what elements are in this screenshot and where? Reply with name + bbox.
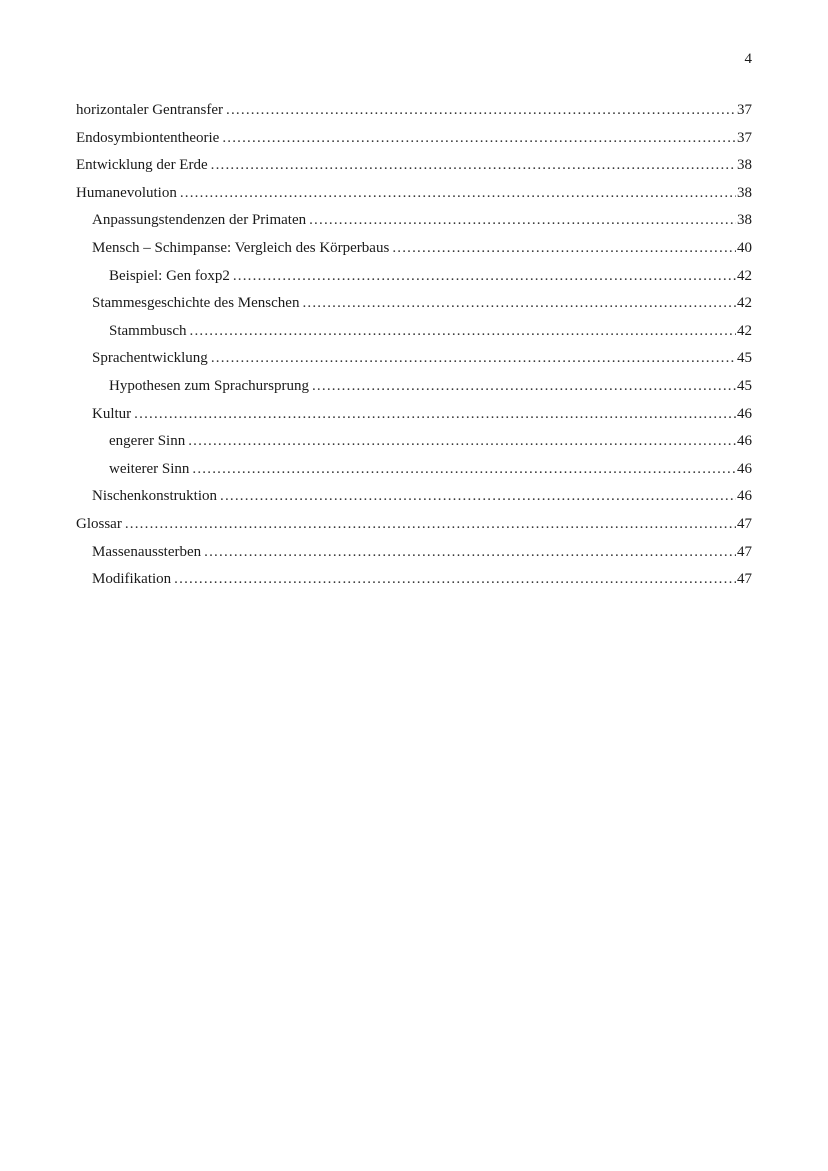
toc-entry-page: 37 <box>737 129 752 146</box>
toc-entry-page: 45 <box>737 350 752 367</box>
toc-entry[interactable] <box>76 349 752 377</box>
toc-entry[interactable] <box>76 460 752 488</box>
toc-entry-page: 46 <box>737 488 752 505</box>
toc-entry-title: engerer Sinn <box>109 433 186 450</box>
toc-entry-page: 46 <box>737 405 752 422</box>
toc-entry-page: 37 <box>737 102 752 118</box>
toc-entry-page: 38 <box>737 212 752 229</box>
toc-entry-page: 38 <box>737 184 752 201</box>
toc-entry-title: Hypothesen zum Sprachursprung <box>109 377 309 394</box>
toc-entry-page: 42 <box>737 295 752 312</box>
toc-entry[interactable] <box>76 322 752 350</box>
toc-entry[interactable] <box>76 570 752 598</box>
toc-entry-page: 38 <box>737 157 752 174</box>
toc-entry-page: 40 <box>737 239 752 256</box>
toc-dot-leader <box>226 101 736 119</box>
toc-entry[interactable] <box>76 184 752 212</box>
toc-entry[interactable] <box>76 239 752 267</box>
toc-entry[interactable] <box>76 156 752 184</box>
toc-entry-title: Stammbusch <box>109 322 187 339</box>
toc-dot-leader <box>180 184 736 202</box>
toc-entry[interactable] <box>76 101 752 129</box>
toc-entry[interactable] <box>76 267 752 295</box>
toc-entry[interactable] <box>76 377 752 405</box>
toc-entry-title: weiterer Sinn <box>109 460 190 477</box>
toc-dot-leader <box>174 570 736 588</box>
toc-entry-title: Sprachentwicklung <box>92 350 208 367</box>
toc-dot-leader <box>190 322 737 340</box>
toc-dot-leader <box>233 267 736 285</box>
toc-entry[interactable] <box>76 129 752 157</box>
toc-entry-title: Entwicklung der Erde <box>76 157 208 174</box>
toc-dot-leader <box>211 156 736 174</box>
toc-entry-title: Endosymbiontentheorie <box>76 129 220 146</box>
page-number: 4 <box>744 51 752 67</box>
toc-dot-leader <box>220 487 736 505</box>
toc-entry[interactable] <box>76 543 752 571</box>
toc-dot-leader <box>309 211 736 229</box>
toc-dot-leader <box>204 543 736 561</box>
toc-entry-title: Kultur <box>92 405 132 422</box>
toc-entry[interactable] <box>76 405 752 433</box>
toc-entry[interactable] <box>76 515 752 543</box>
toc-dot-leader <box>392 239 736 257</box>
toc-entry-page: 42 <box>737 267 752 284</box>
toc-entry-page: 47 <box>737 515 752 532</box>
toc-dot-leader <box>188 432 736 450</box>
toc-entry-title: Glossar <box>76 515 122 532</box>
toc-entry-title: Nischenkonstruktion <box>92 488 217 505</box>
toc-entry-title: Stammesgeschichte des Menschen <box>92 295 300 312</box>
toc-dot-leader <box>211 349 736 367</box>
toc-dot-leader <box>134 405 736 423</box>
toc-dot-leader <box>125 515 736 533</box>
toc-entry-title: Massenaussterben <box>92 543 202 560</box>
toc-entry-title: Humanevolution <box>76 184 177 201</box>
toc-entry-page: 47 <box>737 571 752 588</box>
toc-dot-leader <box>192 460 736 478</box>
toc-entry-title: Modifikation <box>92 571 172 588</box>
toc-entry[interactable] <box>76 487 752 515</box>
toc-entry-title: Anpassungstendenzen der Primaten <box>92 212 307 229</box>
toc-entry[interactable] <box>76 294 752 322</box>
toc-dot-leader <box>312 377 736 395</box>
toc-entry[interactable] <box>76 432 752 460</box>
toc-entry-page: 47 <box>737 543 752 560</box>
toc-entry-title: horizontaler Gentransfer <box>76 102 224 118</box>
toc-entry-title: Mensch – Schimpanse: Vergleich des Körperbaus <box>92 239 390 256</box>
toc-dot-leader <box>302 294 736 312</box>
toc-entry-title: Beispiel: Gen foxp2 <box>109 267 230 284</box>
toc-entry-page: 45 <box>737 377 752 394</box>
table-of-contents <box>76 101 752 598</box>
toc-entry-page: 42 <box>737 322 752 339</box>
toc-entry-page: 46 <box>737 460 752 477</box>
toc-entry-page: 46 <box>737 433 752 450</box>
toc-entry[interactable] <box>76 211 752 239</box>
toc-dot-leader <box>222 129 736 147</box>
